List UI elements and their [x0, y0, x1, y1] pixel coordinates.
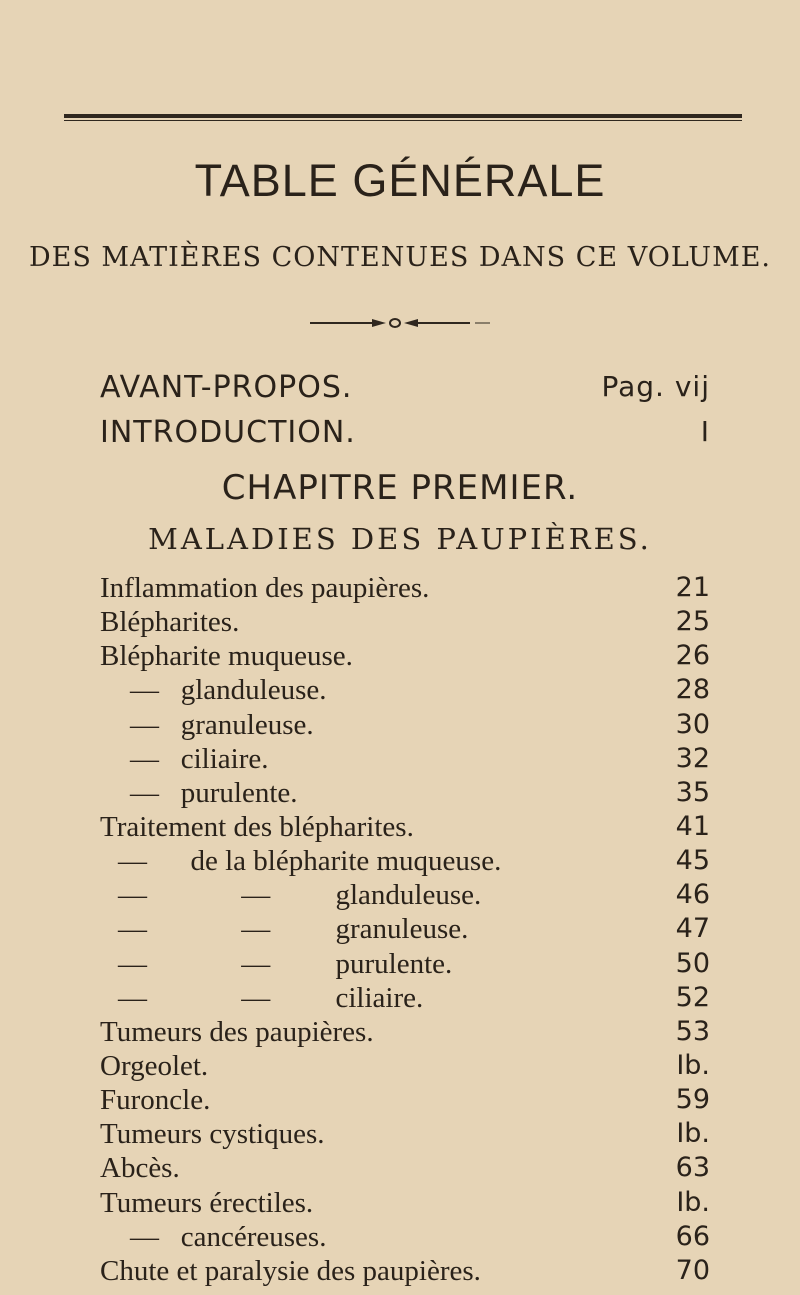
toc-entry-text: Furoncle. — [100, 1084, 211, 1116]
toc-entry-page: 66 — [675, 1221, 710, 1252]
toc-entry-page: 50 — [675, 948, 710, 979]
toc-entry-text: Abcès. — [100, 1152, 180, 1184]
front-matter-introduction — [100, 415, 710, 450]
toc-entry-page: 70 — [675, 1255, 710, 1286]
toc-entry-text: — — purulente. — [118, 948, 453, 980]
page-number: vij — [674, 370, 710, 403]
toc-entry-page: 59 — [675, 1084, 710, 1115]
ornament-divider-icon — [310, 316, 490, 330]
toc-entry-page: 25 — [675, 606, 710, 637]
toc-entry-text: — purulente. — [130, 777, 298, 809]
front-matter-page — [701, 415, 710, 448]
toc-entry-text: Tumeurs cystiques. — [100, 1118, 325, 1150]
toc-entry-page: 41 — [675, 811, 710, 842]
toc-entry-page: 53 — [675, 1016, 710, 1047]
toc-entry-text: — glanduleuse. — [130, 674, 327, 706]
page-title: TABLE GÉNÉRALE — [194, 155, 606, 206]
toc-entry-text: — granuleuse. — [130, 709, 314, 741]
toc-entry-page: 28 — [675, 674, 710, 705]
toc-entry-page: Ib. — [676, 1118, 710, 1149]
toc-entry-page: 52 — [675, 982, 710, 1013]
toc-entry-page: 32 — [675, 743, 710, 774]
toc-entry-page: 45 — [675, 845, 710, 876]
chapter-subtitle: MALADIES DES PAUPIÈRES. — [148, 522, 652, 556]
page-subtitle: DES MATIÈRES CONTENUES DANS CE VOLUME. — [28, 242, 772, 273]
toc-entry-text: Inflammation des paupières. — [100, 572, 430, 604]
toc-entry-text: Orgeolet. — [100, 1050, 209, 1082]
toc-entry-page: 63 — [675, 1152, 710, 1183]
toc-entry-text: Blépharite muqueuse. — [100, 640, 353, 672]
front-matter-label: AVANT-PROPOS. — [100, 370, 353, 405]
toc-entry-text: Chute et paralysie des paupières. — [100, 1255, 481, 1287]
pag-label: Pag. — [601, 370, 665, 403]
toc-entry-text: Blépharites. — [100, 606, 240, 638]
front-matter-label: INTRODUCTION. — [100, 415, 356, 450]
toc-entry-page: Ib. — [676, 1187, 710, 1218]
front-matter-page — [601, 370, 710, 403]
toc-entry — [0, 1251, 800, 1293]
toc-entry-text: — cancéreuses. — [130, 1221, 327, 1253]
toc-entry-page: 46 — [675, 879, 710, 910]
page-number: I — [700, 415, 710, 448]
toc-entry-text: — — granuleuse. — [118, 913, 469, 945]
toc-entry-page: 47 — [675, 913, 710, 944]
front-matter-avant-propos — [100, 370, 710, 405]
toc-entry-text: Tumeurs érectiles. — [100, 1187, 314, 1219]
toc-entry-text: — de la blépharite muqueuse. — [118, 845, 502, 877]
toc-entry-page: 30 — [675, 709, 710, 740]
toc-entry-page: Ib. — [676, 1050, 710, 1081]
toc-entry-text: — — glanduleuse. — [118, 879, 482, 911]
toc-entry-text: — — ciliaire. — [118, 982, 424, 1014]
toc-entry-text: Traitement des blépharites. — [100, 811, 414, 843]
toc-entry-page: 35 — [675, 777, 710, 808]
chapter-title: CHAPITRE PREMIER. — [221, 468, 579, 508]
toc-entry-text: Tumeurs des paupières. — [100, 1016, 374, 1048]
toc-entry-text: — ciliaire. — [130, 743, 269, 775]
toc-entry-page: 26 — [675, 640, 710, 671]
top-double-rule — [64, 114, 742, 121]
toc-entry-page: 21 — [675, 572, 710, 603]
